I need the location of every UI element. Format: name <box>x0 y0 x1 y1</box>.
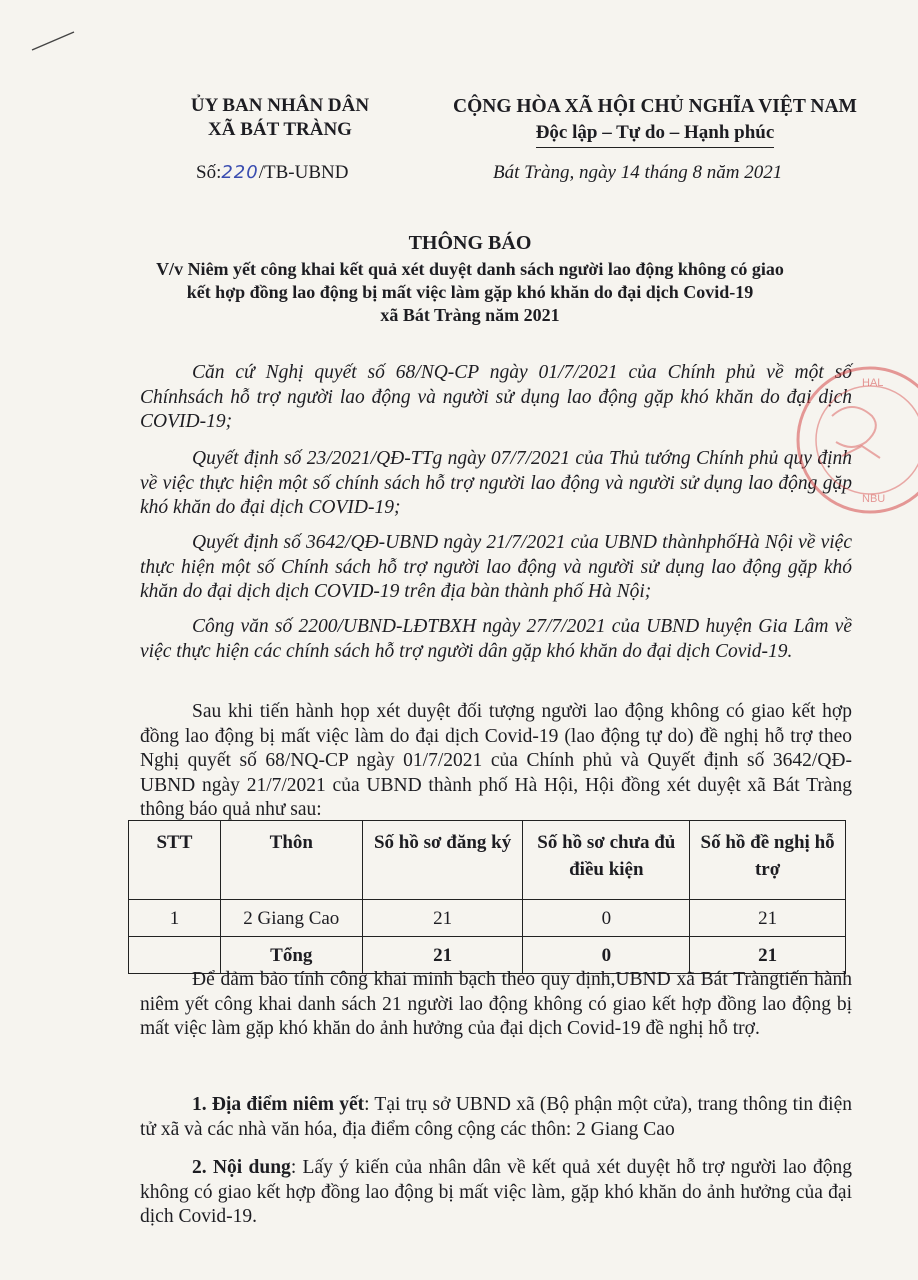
pen-stroke-mark <box>30 28 80 54</box>
total-registered: 21 <box>362 937 523 974</box>
cell-stt: 1 <box>129 900 221 937</box>
total-ineligible: 0 <box>523 937 690 974</box>
document-title: THÔNG BÁO <box>408 232 532 254</box>
table-header-row <box>129 821 846 900</box>
svg-text:NBU: NBU <box>862 493 886 505</box>
cell-proposed: 21 <box>690 900 846 937</box>
total-label: Tổng <box>220 937 362 974</box>
document-number <box>196 162 348 184</box>
table-row <box>129 900 846 937</box>
col-header-registered: Số hồ sơ đăng ký <box>362 821 523 900</box>
handwritten-number: 220 <box>221 162 259 183</box>
subject-line-3: xã Bát Tràng năm 2021 <box>380 305 560 325</box>
nation-name: CỘNG HÒA XÃ HỘI CHỦ NGHĨA VIỆT NAM <box>453 96 857 117</box>
publicity-paragraph: Để đảm bảo tính công khai minh bạch theo quy định,UBND xã Bát Tràngtiến hành niêm yết công khai danh sách 21 người lao động không có giao kết hợp đồng lao động bị mất việc làm gặp khó khăn do ảnh hưởng của đại dịch Covid-19 đề nghị hỗ trợ. <box>140 969 852 1039</box>
location-text: : Tại trụ sở UBND xã (Bộ phận một cửa), trang thông tin điện tử xã và các nhà văn hóa, địa điểm công cộng các thôn: 2 Giang Cao <box>140 1094 852 1140</box>
national-header <box>420 94 890 148</box>
svg-text:HAL: HAL <box>862 377 884 389</box>
cell-village: 2 Giang Cao <box>220 900 362 937</box>
col-header-ineligible: Số hồ sơ chưa đủ điều kiện <box>523 821 690 900</box>
authority-line-1: ỦY BAN NHÂN DÂN <box>190 95 370 116</box>
section-location <box>140 1093 852 1142</box>
document-date: Bát Tràng, ngày 14 tháng 8 năm 2021 <box>493 162 783 183</box>
subject-line-2: kết hợp đồng lao động bị mất việc làm gặp khó khăn do đại dịch Covid-19 <box>186 282 754 302</box>
national-motto: Độc lập – Tự do – Hạnh phúc <box>536 120 775 148</box>
number-prefix: Số: <box>196 162 222 183</box>
legal-basis-4: Công văn số 2200/UBND-LĐTBXH ngày 27/7/2021 của UBND huyện Gia Lâm về việc thực hiện các chính sách hỗ trợ người dân gặp khó khăn do đại dịch Covid-19. <box>140 616 852 662</box>
col-header-stt: STT <box>129 821 221 900</box>
red-seal-stamp <box>792 356 918 526</box>
intro-paragraph: Sau khi tiến hành họp xét duyệt đối tượng người lao động không có giao kết hợp đồng lao động bị mất việc làm do đại dịch Covid-19 (lao động tự do) đề nghị hỗ trợ theo Nghị quyết số 68/NQ-CP ngày 01/7/2021 của Chính phủ và Quyết định số 3642/QĐ-UBND ngày 21/7/2021 của UBND thành phố Hà Hội, Hội đồng xét duyệt xã Bát Tràng thông báo quả như sau: <box>140 701 852 820</box>
number-suffix: /TB-UBND <box>258 162 349 183</box>
legal-basis-1: Căn cứ Nghị quyết số 68/NQ-CP ngày 01/7/2021 của Chính phủ về một số Chínhsách hỗ trợ người lao động và người sử dụng lao động gặp khó khăn do đại dịch COVID-19; <box>140 362 852 432</box>
results-table <box>128 820 846 974</box>
cell-registered: 21 <box>362 900 523 937</box>
issuing-authority <box>150 94 410 142</box>
content-label: 2. Nội dung <box>192 1157 291 1178</box>
document-subject <box>120 258 820 327</box>
subject-line-1: V/v Niêm yết công khai kết quả xét duyệt danh sách người lao động không có giao <box>156 259 784 279</box>
legal-basis-3: Quyết định số 3642/QĐ-UBND ngày 21/7/2021 của UBND thànhphốHà Nội về việc thực hiện một số Chính sách hỗ trợ người lao động và người sử dụng lao động gặp khó khăn do đại dịch dịch COVID-19 trên địa bàn thành phố Hà Nội; <box>140 532 852 602</box>
col-header-village: Thôn <box>220 821 362 900</box>
total-proposed: 21 <box>690 937 846 974</box>
section-content <box>140 1156 852 1230</box>
legal-basis-2: Quyết định số 23/2021/QĐ-TTg ngày 07/7/2021 của Thủ tướng Chính phủ quy định về việc thực hiện một số chính sách hỗ trợ người lao động và người sử dụng lao động gặp khó khăn do đại dịch COVID-19; <box>140 448 852 518</box>
content-text: : Lấy ý kiến của nhân dân về kết quả xét duyệt hỗ trợ người lao động không có giao kết hợp đồng lao động bị mất việc làm, gặp khó khăn do ảnh hưởng của đại dịch Covid-19. <box>140 1157 852 1227</box>
col-header-proposed: Số hồ đề nghị hỗ trợ <box>690 821 846 900</box>
location-label: 1. Địa điểm niêm yết <box>192 1094 365 1115</box>
cell-ineligible: 0 <box>523 900 690 937</box>
authority-line-2: XÃ BÁT TRÀNG <box>208 119 352 140</box>
